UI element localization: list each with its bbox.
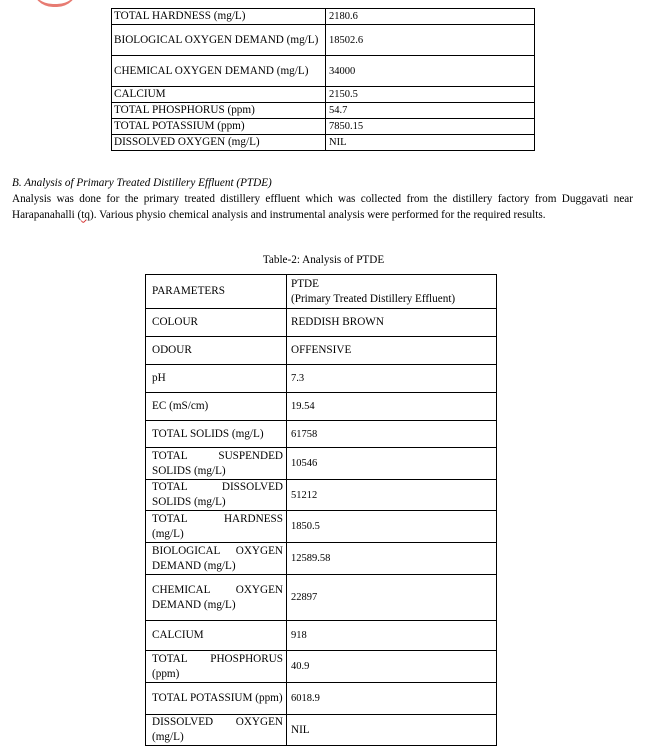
paragraph-text: ). Various physio chemical analysis and instrumental analysis were performed for the required results. [89, 208, 546, 221]
section-paragraph [12, 192, 633, 223]
table-row [112, 56, 535, 87]
value-cell: 61758 [287, 421, 497, 448]
table-row [112, 87, 535, 103]
table-row [146, 575, 497, 621]
value-cell: 7.3 [287, 365, 497, 393]
table-row [146, 337, 497, 365]
value-cell: 12589.58 [287, 543, 497, 575]
value-cell: OFFENSIVE [287, 337, 497, 365]
param-cell: TOTAL HARDNESS (mg/L) [146, 511, 287, 543]
value-cell: REDDISH BROWN [287, 309, 497, 337]
value-cell: 7850.15 [326, 119, 535, 135]
param-cell: CALCIUM [112, 87, 326, 103]
param-cell: TOTAL SOLIDS (mg/L) [146, 421, 287, 448]
header-cell-parameters: PARAMETERS [146, 275, 287, 309]
table-header-row [146, 275, 497, 309]
table-row [146, 365, 497, 393]
param-cell: ODOUR [146, 337, 287, 365]
param-cell: DISSOLVED OXYGEN (mg/L) [112, 135, 326, 151]
value-cell: 40.9 [287, 651, 497, 683]
paragraph-text: Analysis was done for the primary treated distillery effluent which was collected from the distillery factory from Duggavati near Harapanahalli ( [12, 193, 633, 221]
value-cell: NIL [326, 135, 535, 151]
table-row [146, 448, 497, 480]
param-cell: CHEMICAL OXYGEN DEMAND (mg/L) [112, 56, 326, 87]
param-cell: TOTAL HARDNESS (mg/L) [112, 9, 326, 25]
table-row [146, 715, 497, 746]
param-cell: TOTAL DISSOLVED SOLIDS (mg/L) [146, 480, 287, 511]
value-cell: 54.7 [326, 103, 535, 119]
table-row [146, 421, 497, 448]
param-cell: CHEMICAL OXYGEN DEMAND (mg/L) [146, 575, 287, 621]
param-cell: TOTAL PHOSPHORUS (ppm) [112, 103, 326, 119]
value-cell: 22897 [287, 575, 497, 621]
param-cell: DISSOLVED OXYGEN (mg/L) [146, 715, 287, 746]
param-cell: COLOUR [146, 309, 287, 337]
table-row [112, 119, 535, 135]
value-cell: 1850.5 [287, 511, 497, 543]
param-cell: TOTAL SUSPENDED SOLIDS (mg/L) [146, 448, 287, 480]
value-cell: 10546 [287, 448, 497, 480]
param-cell: EC (mS/cm) [146, 393, 287, 421]
value-cell: 2150.5 [326, 87, 535, 103]
value-cell: 51212 [287, 480, 497, 511]
param-cell: pH [146, 365, 287, 393]
decorative-arc [32, 0, 78, 7]
ptde-analysis-table [145, 274, 497, 746]
table-row [146, 543, 497, 575]
section-heading: B. Analysis of Primary Treated Distillery Effluent (PTDE) [12, 177, 272, 189]
param-cell: TOTAL POTASSIUM (ppm) [146, 683, 287, 715]
table-row [146, 651, 497, 683]
value-cell: 19.54 [287, 393, 497, 421]
header-ptde-label: PTDE [291, 277, 319, 290]
table-caption: Table-2: Analysis of PTDE [262, 254, 385, 266]
value-cell: 34000 [326, 56, 535, 87]
param-cell: CALCIUM [146, 621, 287, 651]
table-row [146, 511, 497, 543]
spellcheck-marked-word: tq [81, 208, 90, 221]
param-cell: TOTAL POTASSIUM (ppm) [112, 119, 326, 135]
param-cell: BIOLOGICAL OXYGEN DEMAND (mg/L) [146, 543, 287, 575]
value-cell: 6018.9 [287, 683, 497, 715]
value-cell: 2180.6 [326, 9, 535, 25]
table-row [112, 103, 535, 119]
header-cell-ptde [287, 275, 497, 309]
value-cell: 918 [287, 621, 497, 651]
param-cell: BIOLOGICAL OXYGEN DEMAND (mg/L) [112, 25, 326, 56]
value-cell: NIL [287, 715, 497, 746]
table-row [146, 480, 497, 511]
table-row [146, 683, 497, 715]
value-cell: 18502.6 [326, 25, 535, 56]
table-row [112, 9, 535, 25]
table-row [146, 393, 497, 421]
table-row [112, 135, 535, 151]
header-ptde-subtitle: (Primary Treated Distillery Effluent) [291, 292, 456, 305]
table-row [146, 309, 497, 337]
raw-effluent-table [111, 8, 535, 151]
table-row [112, 25, 535, 56]
param-cell: TOTAL PHOSPHORUS (ppm) [146, 651, 287, 683]
table-row [146, 621, 497, 651]
